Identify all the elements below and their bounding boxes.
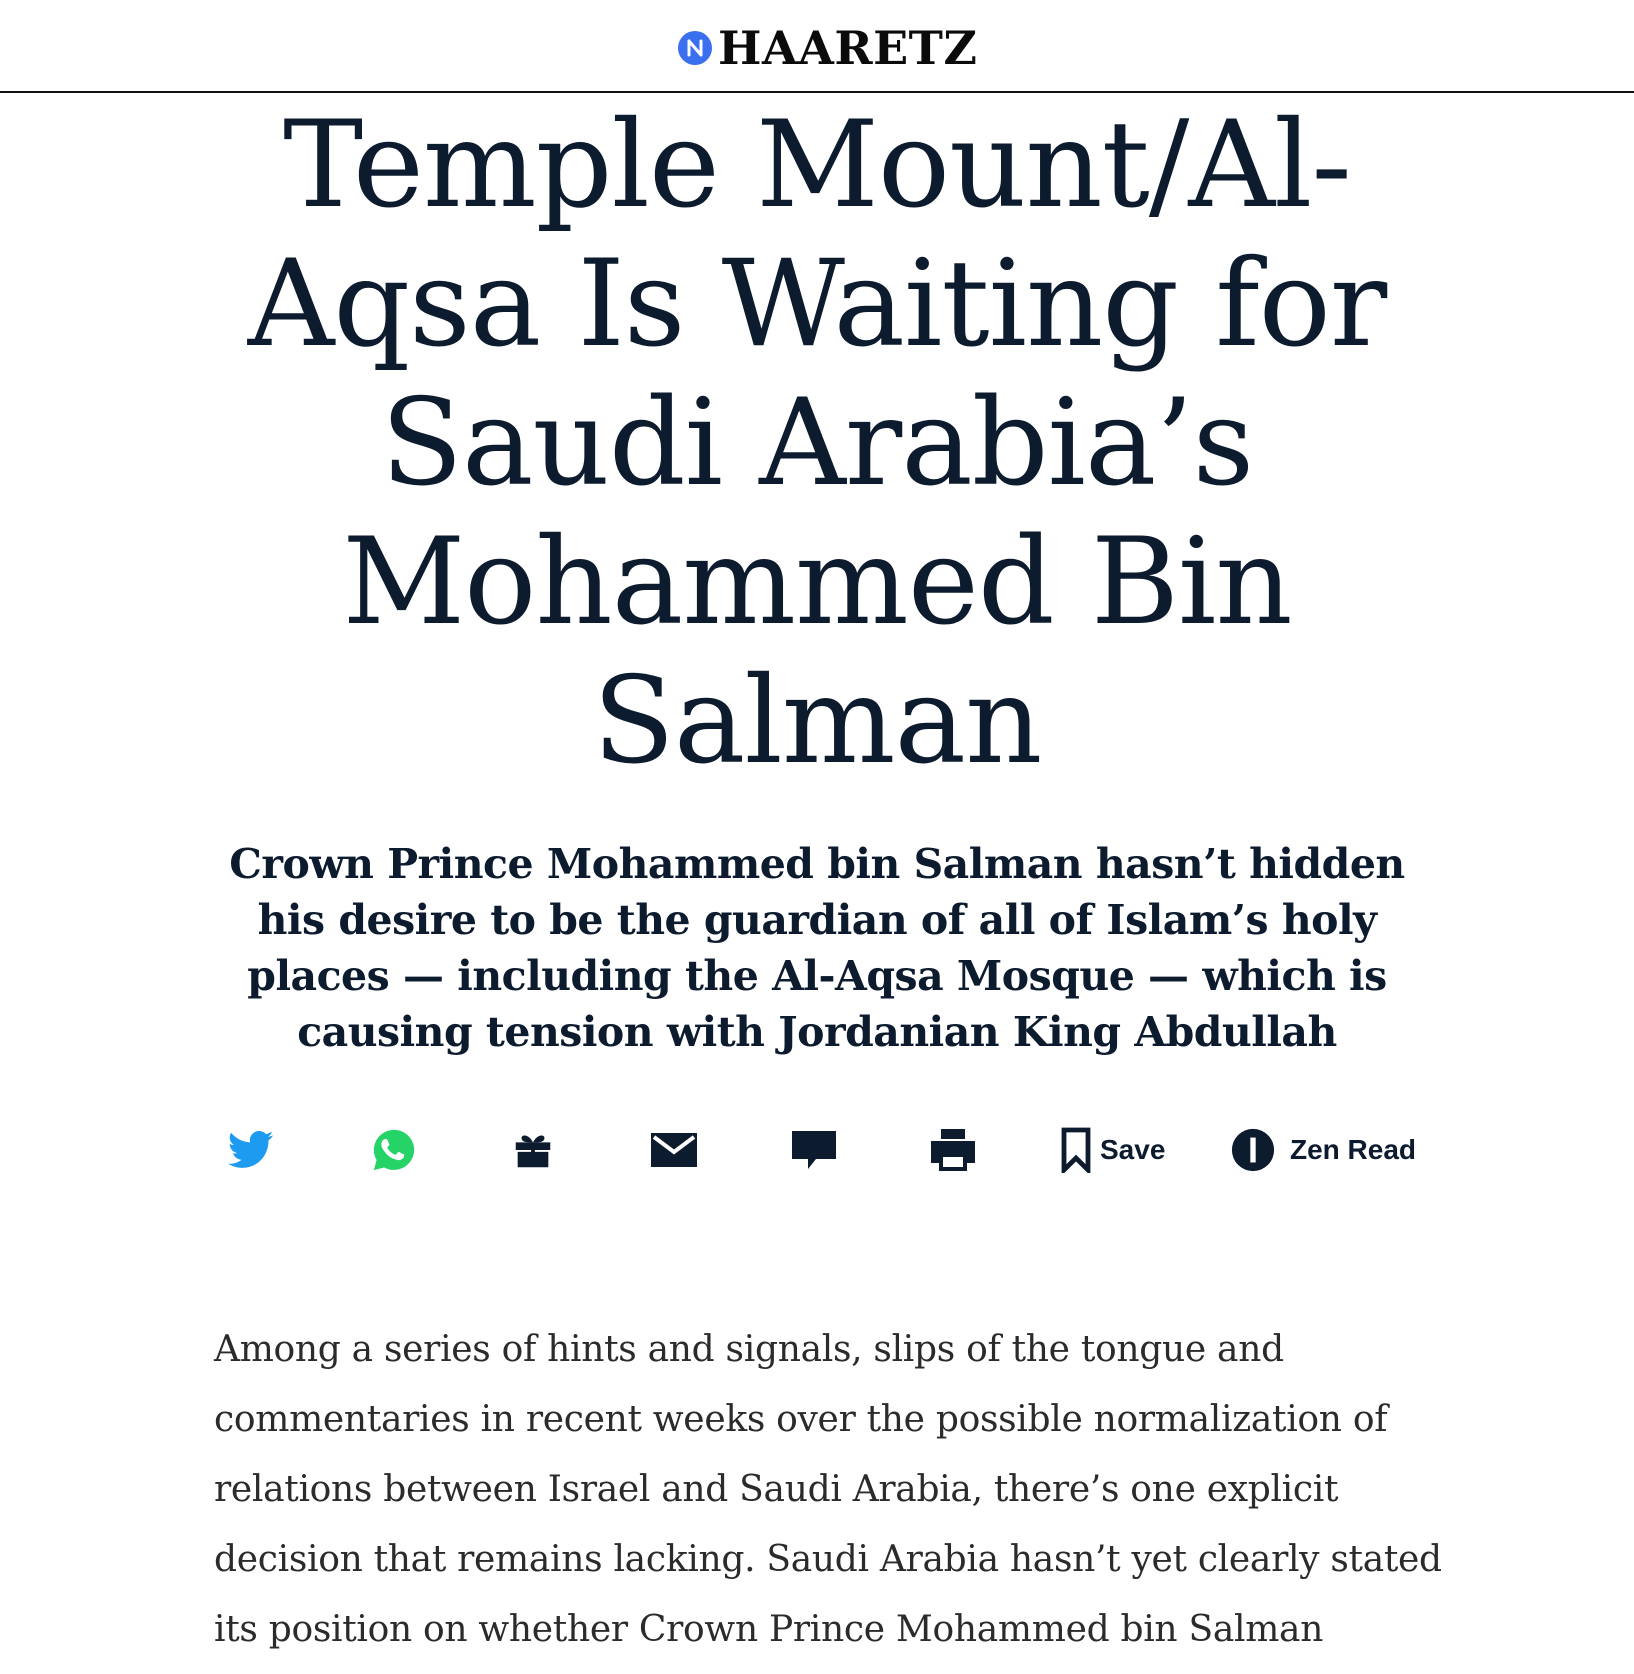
zen-read-icon <box>1230 1127 1276 1173</box>
gift-article-button[interactable] <box>510 1120 556 1180</box>
article-subheading: Crown Prince Mohammed bin Salman hasn’t hidden his desire to be the guardian of all of Islam’s holy places — including the Al-Aqsa Mosque — which is causing tension with Jordanian King Abdullah <box>229 840 1405 1056</box>
save-label: Save <box>1100 1134 1166 1165</box>
save-button[interactable] <box>1060 1120 1165 1180</box>
whatsapp-icon <box>371 1127 417 1173</box>
share-email-button[interactable] <box>650 1120 698 1180</box>
gift-icon <box>510 1127 556 1173</box>
print-button[interactable] <box>929 1120 977 1180</box>
share-twitter-button[interactable] <box>228 1120 274 1180</box>
article-body-paragraph: Among a series of hints and signals, slips of the tongue and commentaries in recent weeks over the possible normalization of relations between Israel and Saudi Arabia, there’s one explicit decision that remains lacking. Saudi Arabia hasn’t yet clearly stated its position on whether Crown Prince Mohammed bin Salman <box>214 1329 1442 1650</box>
site-header <box>0 0 1634 93</box>
article-headline: Temple Mount/Al-Aqsa Is Waiting for Saudi Arabia’s Mohammed Bin Salman <box>247 96 1387 791</box>
twitter-icon <box>228 1130 274 1170</box>
comments-button[interactable] <box>790 1120 838 1180</box>
email-icon <box>650 1130 698 1170</box>
share-toolbar <box>0 1120 1634 1180</box>
zen-read-label: Zen Read <box>1290 1134 1417 1165</box>
bookmark-icon <box>1060 1127 1092 1173</box>
comment-icon <box>790 1127 838 1173</box>
haaretz-logo[interactable] <box>678 20 977 76</box>
brand-name: HAARETZ <box>718 21 978 75</box>
print-icon <box>929 1127 977 1173</box>
zen-read-button[interactable] <box>1230 1120 1416 1180</box>
share-whatsapp-button[interactable] <box>371 1120 417 1180</box>
haaretz-logo-icon <box>678 31 712 65</box>
